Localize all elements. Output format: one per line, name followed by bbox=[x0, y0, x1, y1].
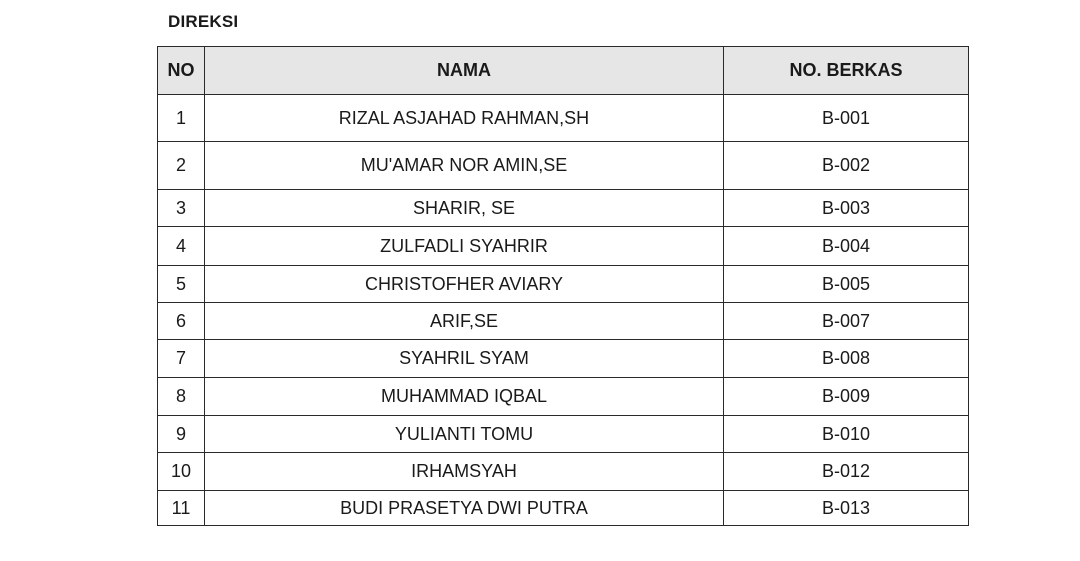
cell-nama: SYAHRIL SYAM bbox=[205, 340, 724, 378]
table-row bbox=[158, 95, 969, 142]
table-row bbox=[158, 416, 969, 453]
roster-table bbox=[157, 46, 969, 526]
cell-berkas: B-009 bbox=[724, 378, 969, 416]
table-row bbox=[158, 340, 969, 378]
table-row bbox=[158, 227, 969, 266]
cell-berkas: B-003 bbox=[724, 190, 969, 227]
cell-berkas: B-001 bbox=[724, 95, 969, 142]
cell-no: 9 bbox=[158, 416, 205, 453]
section-title: DIREKSI bbox=[168, 12, 239, 31]
cell-no: 11 bbox=[158, 491, 205, 526]
cell-berkas: B-008 bbox=[724, 340, 969, 378]
header-berkas: NO. BERKAS bbox=[724, 47, 969, 95]
cell-berkas: B-004 bbox=[724, 227, 969, 266]
cell-no: 7 bbox=[158, 340, 205, 378]
cell-nama: RIZAL ASJAHAD RAHMAN,SH bbox=[205, 95, 724, 142]
table-row bbox=[158, 453, 969, 491]
cell-nama: CHRISTOFHER AVIARY bbox=[205, 266, 724, 303]
cell-berkas: B-012 bbox=[724, 453, 969, 491]
cell-nama: IRHAMSYAH bbox=[205, 453, 724, 491]
cell-no: 6 bbox=[158, 303, 205, 340]
cell-nama: ARIF,SE bbox=[205, 303, 724, 340]
cell-berkas: B-005 bbox=[724, 266, 969, 303]
cell-no: 8 bbox=[158, 378, 205, 416]
cell-nama: YULIANTI TOMU bbox=[205, 416, 724, 453]
cell-no: 3 bbox=[158, 190, 205, 227]
cell-no: 4 bbox=[158, 227, 205, 266]
cell-nama: MU'AMAR NOR AMIN,SE bbox=[205, 142, 724, 190]
cell-berkas: B-010 bbox=[724, 416, 969, 453]
cell-no: 2 bbox=[158, 142, 205, 190]
cell-no: 5 bbox=[158, 266, 205, 303]
table-header-row bbox=[158, 47, 969, 95]
cell-berkas: B-013 bbox=[724, 491, 969, 526]
cell-no: 10 bbox=[158, 453, 205, 491]
table-row bbox=[158, 378, 969, 416]
table-row bbox=[158, 266, 969, 303]
cell-nama: ZULFADLI SYAHRIR bbox=[205, 227, 724, 266]
table-row bbox=[158, 491, 969, 526]
cell-berkas: B-007 bbox=[724, 303, 969, 340]
table-row bbox=[158, 142, 969, 190]
table-row bbox=[158, 190, 969, 227]
cell-nama: SHARIR, SE bbox=[205, 190, 724, 227]
cell-nama: BUDI PRASETYA DWI PUTRA bbox=[205, 491, 724, 526]
table-row bbox=[158, 303, 969, 340]
header-nama: NAMA bbox=[205, 47, 724, 95]
cell-nama: MUHAMMAD IQBAL bbox=[205, 378, 724, 416]
header-no: NO bbox=[158, 47, 205, 95]
cell-berkas: B-002 bbox=[724, 142, 969, 190]
cell-no: 1 bbox=[158, 95, 205, 142]
